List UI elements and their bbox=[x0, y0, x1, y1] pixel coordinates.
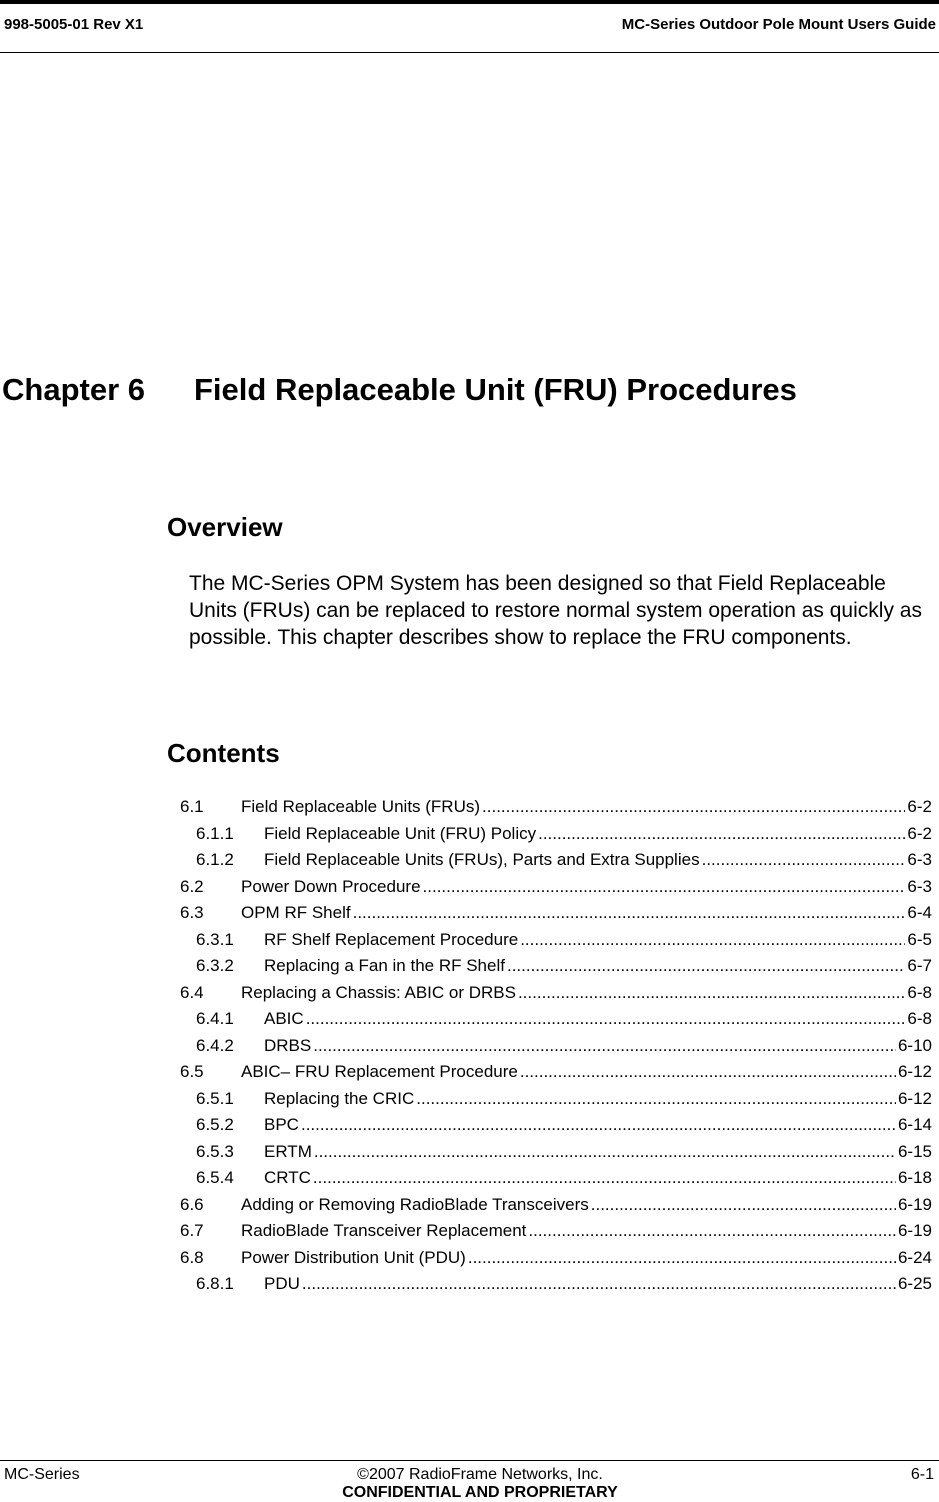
footer-product: MC-Series bbox=[4, 1466, 80, 1483]
toc-dot-leader bbox=[520, 1062, 896, 1082]
header-doc-number: 998-5005-01 Rev X1 bbox=[4, 16, 144, 33]
toc-entry-title: Adding or Removing RadioBlade Transceivers bbox=[241, 1194, 589, 1214]
toc-entry-page: 6-7 bbox=[907, 956, 932, 975]
toc-entry-title: Field Replaceable Units (FRUs), Parts and Extra Supplies bbox=[264, 850, 700, 869]
toc-entry-number: 6.1.1 bbox=[196, 823, 234, 843]
toc-entry-page: 6-5 bbox=[907, 929, 932, 949]
toc-entry-title: Replacing the CRIC bbox=[264, 1088, 415, 1108]
toc-entry[interactable] bbox=[180, 1195, 932, 1222]
toc-entry[interactable] bbox=[180, 1115, 932, 1142]
toc-entry-number: 6.3.1 bbox=[196, 929, 234, 949]
toc-dot-leader bbox=[518, 983, 905, 1003]
toc-dot-leader bbox=[702, 850, 906, 870]
toc-entry[interactable] bbox=[180, 956, 932, 983]
header-top-rule bbox=[0, 0, 939, 4]
toc-entry-title: Field Replaceable Unit (FRU) Policy bbox=[264, 823, 537, 843]
toc-entry-page: 6-25 bbox=[897, 1274, 932, 1293]
chapter-name: Field Replaceable Unit (FRU) Procedures bbox=[194, 372, 797, 407]
toc-entry-number: 6.3.2 bbox=[196, 956, 234, 975]
toc-entry-page: 6-19 bbox=[897, 1194, 932, 1214]
toc-entry-page: 6-15 bbox=[897, 1141, 932, 1161]
toc-entry[interactable] bbox=[180, 1009, 932, 1036]
toc-entry-title: RadioBlade Transceiver Replacement bbox=[241, 1221, 527, 1240]
footer-rule bbox=[0, 1460, 939, 1461]
toc-entry-page: 6-2 bbox=[907, 797, 932, 816]
toc-entry[interactable] bbox=[180, 1036, 932, 1063]
toc-dot-leader bbox=[314, 1142, 896, 1162]
toc-entry[interactable] bbox=[180, 1062, 932, 1089]
toc-entry-number: 6.8.1 bbox=[196, 1274, 234, 1293]
toc-dot-leader bbox=[306, 1009, 906, 1029]
toc-entry[interactable] bbox=[180, 983, 932, 1010]
toc-dot-leader bbox=[482, 797, 905, 817]
toc-entry-page: 6-10 bbox=[897, 1035, 932, 1055]
toc-entry-page: 6-19 bbox=[897, 1221, 932, 1240]
toc-entry[interactable] bbox=[180, 797, 932, 824]
toc-entry-number: 6.5.1 bbox=[196, 1088, 234, 1108]
toc-entry[interactable] bbox=[180, 1089, 932, 1116]
toc-dot-leader bbox=[416, 1089, 896, 1109]
toc-entry[interactable] bbox=[180, 1142, 932, 1169]
toc-entry[interactable] bbox=[180, 930, 932, 957]
toc-entry-page: 6-3 bbox=[907, 850, 932, 869]
toc-dot-leader bbox=[423, 877, 906, 897]
footer-page-number: 6-1 bbox=[910, 1466, 934, 1483]
chapter-title bbox=[2, 372, 797, 408]
toc-entry-page: 6-12 bbox=[897, 1088, 932, 1108]
toc-entry-number: 6.4.2 bbox=[196, 1035, 234, 1055]
toc-entry-number: 6.2 bbox=[180, 876, 204, 896]
toc-dot-leader bbox=[520, 930, 905, 950]
toc-entry-page: 6-14 bbox=[897, 1115, 932, 1134]
toc-entry-title: DRBS bbox=[264, 1035, 312, 1055]
toc-dot-leader bbox=[301, 1115, 896, 1135]
toc-dot-leader bbox=[591, 1195, 896, 1215]
toc-dot-leader bbox=[353, 903, 906, 923]
contents-heading: Contents bbox=[167, 738, 280, 768]
toc-entry-title: Field Replaceable Units (FRUs) bbox=[241, 797, 481, 816]
toc-entry-title: CRTC bbox=[264, 1168, 311, 1187]
toc-entry[interactable] bbox=[180, 903, 932, 930]
toc-entry-number: 6.1 bbox=[180, 797, 204, 816]
toc-entry[interactable] bbox=[180, 1274, 932, 1301]
toc-entry[interactable] bbox=[180, 877, 932, 904]
toc-entry-title: Power Down Procedure bbox=[241, 876, 421, 896]
toc-entry-title: Replacing a Fan in the RF Shelf bbox=[264, 956, 505, 975]
toc-entry-title: ABIC– FRU Replacement Procedure bbox=[241, 1062, 518, 1081]
toc-entry[interactable] bbox=[180, 1221, 932, 1248]
toc-dot-leader bbox=[528, 1221, 896, 1241]
toc-entry-title: ERTM bbox=[264, 1141, 312, 1161]
toc-entry-title: Power Distribution Unit (PDU) bbox=[241, 1247, 466, 1267]
toc-entry-page: 6-18 bbox=[897, 1168, 932, 1187]
header-guide-title: MC-Series Outdoor Pole Mount Users Guide bbox=[621, 16, 936, 33]
toc-entry-number: 6.1.2 bbox=[196, 850, 234, 869]
toc-entry-number: 6.5 bbox=[180, 1062, 204, 1081]
toc-entry-number: 6.3 bbox=[180, 903, 204, 922]
toc-entry-page: 6-8 bbox=[907, 982, 932, 1002]
overview-paragraph: The MC-Series OPM System has been designed so that Field Replaceable Units (FRUs) can be replaced to restore normal system operation as quickly as possible. This chapter describes show to replace the FRU components. bbox=[189, 572, 922, 649]
toc-entry-page: 6-2 bbox=[907, 823, 932, 843]
toc-entry-title: OPM RF Shelf bbox=[241, 903, 351, 922]
toc-entry-page: 6-24 bbox=[897, 1247, 932, 1267]
toc-dot-leader bbox=[507, 956, 905, 976]
toc-entry-page: 6-3 bbox=[907, 876, 932, 896]
toc-entry-page: 6-4 bbox=[907, 903, 932, 922]
toc-entry[interactable] bbox=[180, 850, 932, 877]
toc-dot-leader bbox=[302, 1274, 896, 1294]
toc-dot-leader bbox=[468, 1248, 896, 1268]
toc-entry-number: 6.7 bbox=[180, 1221, 204, 1240]
toc-entry-page: 6-8 bbox=[907, 1009, 932, 1028]
toc-entry[interactable] bbox=[180, 824, 932, 851]
toc-dot-leader bbox=[313, 1168, 896, 1188]
footer-copyright: ©2007 RadioFrame Networks, Inc. bbox=[357, 1466, 603, 1483]
toc-entry-title: PDU bbox=[264, 1274, 300, 1293]
toc-entry-number: 6.5.4 bbox=[196, 1168, 234, 1187]
toc-dot-leader bbox=[313, 1036, 896, 1056]
toc-dot-leader bbox=[538, 824, 905, 844]
toc-entry-title: RF Shelf Replacement Procedure bbox=[264, 929, 519, 949]
toc-entry-number: 6.5.3 bbox=[196, 1141, 234, 1161]
toc-entry-number: 6.6 bbox=[180, 1194, 204, 1214]
chapter-label: Chapter 6 bbox=[2, 372, 145, 407]
header-rule bbox=[0, 52, 939, 53]
table-of-contents bbox=[180, 797, 932, 1301]
toc-entry-number: 6.5.2 bbox=[196, 1115, 234, 1134]
toc-entry-number: 6.8 bbox=[180, 1247, 204, 1267]
toc-entry-title: BPC bbox=[264, 1115, 299, 1134]
toc-entry-title: ABIC bbox=[264, 1009, 304, 1028]
toc-entry[interactable] bbox=[180, 1248, 932, 1275]
toc-entry-title: Replacing a Chassis: ABIC or DRBS bbox=[241, 982, 516, 1002]
overview-heading: Overview bbox=[167, 512, 283, 542]
toc-entry-number: 6.4.1 bbox=[196, 1009, 234, 1028]
toc-entry-number: 6.4 bbox=[180, 982, 204, 1002]
toc-entry[interactable] bbox=[180, 1168, 932, 1195]
footer-confidential: CONFIDENTIAL AND PROPRIETARY bbox=[342, 1484, 618, 1501]
toc-entry-page: 6-12 bbox=[897, 1062, 932, 1081]
